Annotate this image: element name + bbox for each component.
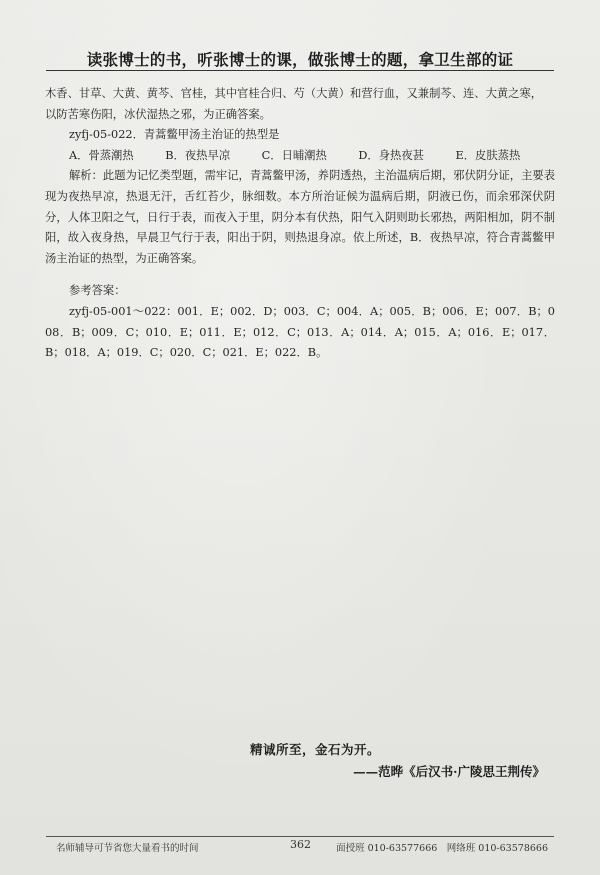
header-divider <box>46 70 554 71</box>
running-header: 读张博士的书，听张博士的课，做张博士的题，拿卫生部的证 <box>86 50 514 69</box>
option-d: D．身热夜甚 <box>358 148 424 162</box>
footer-divider <box>46 836 554 837</box>
motto-quote: 精诚所至，金石为开。 <box>250 742 381 757</box>
continuation-text-line-2: 以防苦寒伤阳，冰伏湿热之邪，为正确答案。 <box>45 107 271 121</box>
answer-key: zyfj-05-001～022：001．E；002．D；003．C；004．A；005．B；006．E；007．B；008．B；009．C；010．E；011．E；012．C；013．A；014．A；015．A；016．E；017．B；018．A；019．C；020．C；021．E；022．B。 <box>45 304 555 360</box>
option-e: E．皮肤蒸热 <box>455 148 521 162</box>
footer-slogan: 名师辅导可节省您大量看书的时间 <box>56 843 199 854</box>
question-options <box>45 146 555 167</box>
page-body <box>45 84 555 364</box>
continuation-text-line-1: 木香、甘草、大黄、黄芩、官桂，其中官桂合归、芍（大黄）和营行血，又兼制芩、连、大黄之寒， <box>45 87 543 100</box>
question-stem: zyfj-05-022．青蒿鳖甲汤主治证的热型是 <box>69 128 280 142</box>
page-number: 362 <box>290 838 311 851</box>
option-b: B．夜热早凉 <box>165 148 231 162</box>
motto-source: ——范晔《后汉书·广陵思王荆传》 <box>353 764 545 779</box>
option-c: C．日晡潮热 <box>261 148 327 162</box>
option-a: A．骨蒸潮热 <box>69 148 134 162</box>
answers-heading: 参考答案： <box>69 284 126 298</box>
question-analysis: 解析：此题为记忆类型题，需牢记，青蒿鳖甲汤，养阴透热，主治温病后期，邪伏阴分证，主要表现为夜热早凉，热退无汗，舌红苔少，脉细数。本方所治证候为温病后期，阴液已伤，而余邪深伏阴分，人体卫阳之气，日行于表，而夜入于里，阴分本有伏热，阳气入阴则助长邪热，两阳相加，阴不制阳，故入夜身热，早晨卫气行于表，阳出于阴，则热退身凉。依上所述，B．夜热早凉，符合青蒿鳖甲汤主治证的热型，为正确答案。 <box>45 169 555 265</box>
footer-contact: 面授班 010-63577666 网络班 010-63578666 <box>336 843 548 854</box>
